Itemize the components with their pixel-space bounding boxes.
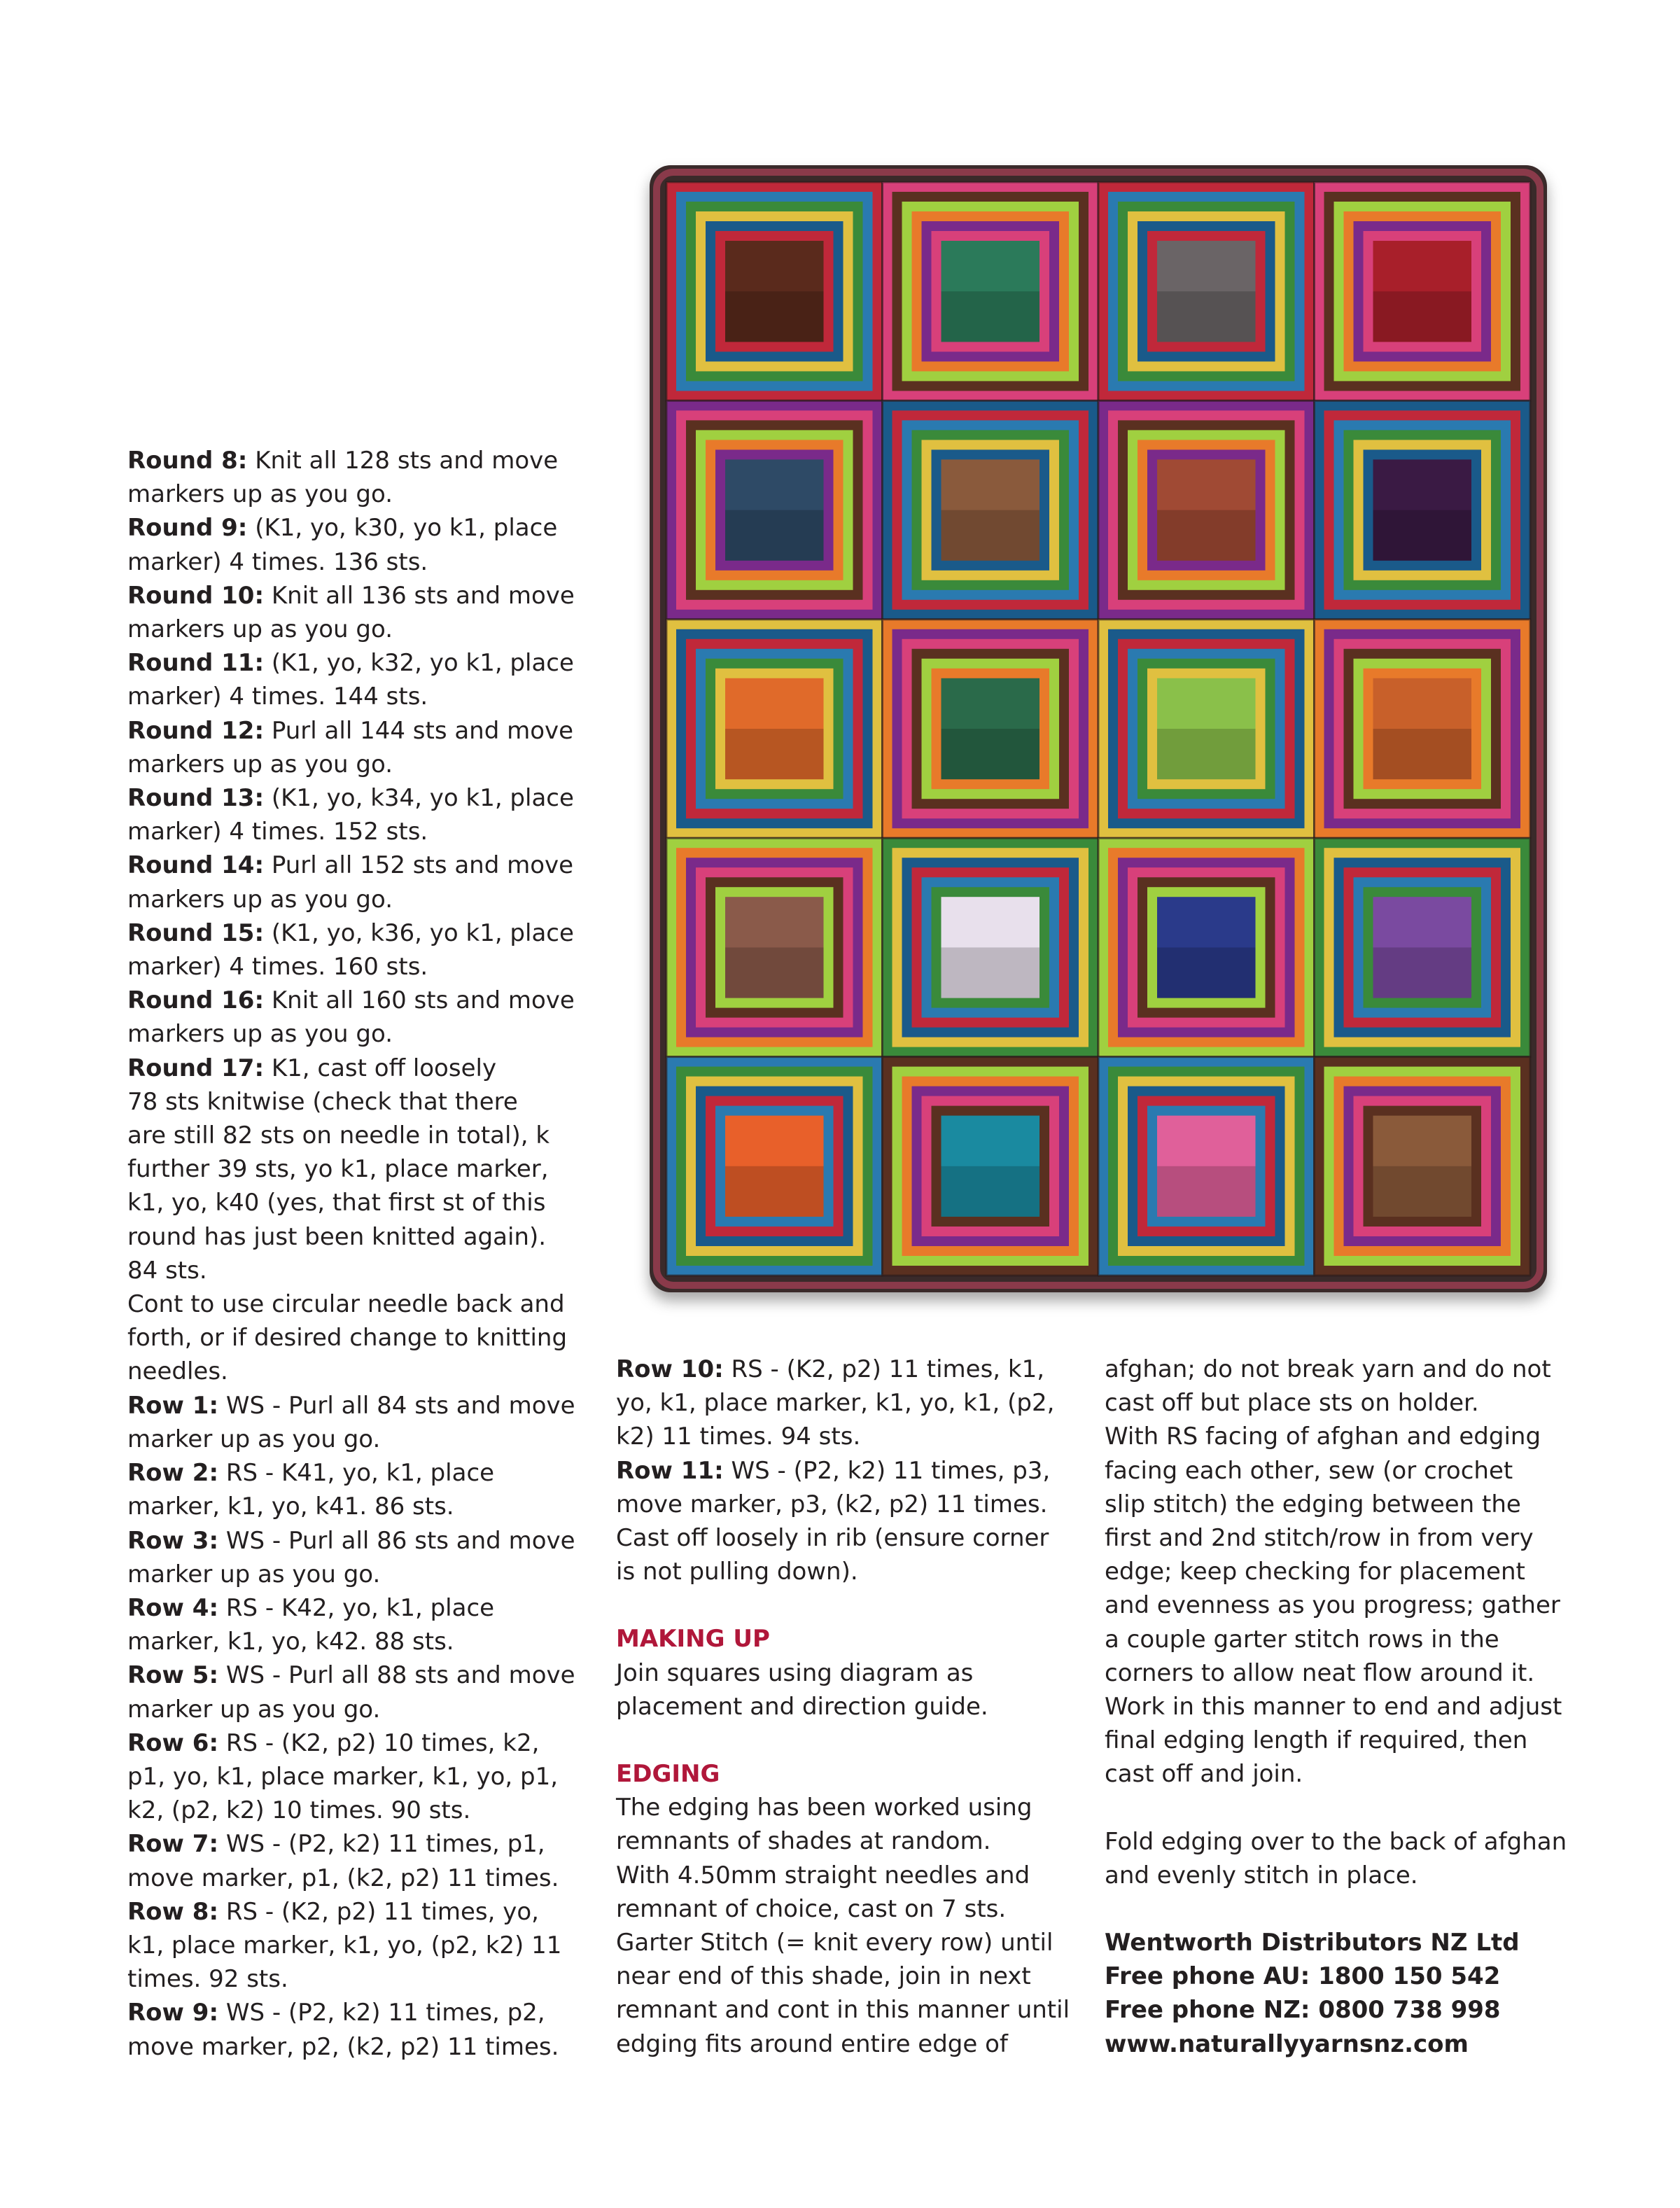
paragraph-gap (1105, 1892, 1581, 1926)
instruction-line (127, 1794, 589, 1827)
afghan-square (883, 838, 1099, 1056)
instruction-line (616, 1791, 1078, 1824)
step-label: Row 3: (127, 1526, 219, 1555)
afghan-square (1315, 620, 1531, 838)
instruction-line (127, 545, 589, 579)
afghan-square (883, 182, 1099, 400)
step-text: move marker, p2, (k2, p2) 11 times. (127, 2032, 559, 2061)
instruction-line (127, 1119, 589, 1152)
step-text: With 4.50mm straight needles and (616, 1861, 1030, 1889)
instruction-line (616, 1892, 1078, 1926)
instruction-line (616, 1386, 1078, 1420)
step-label: Row 9: (127, 1999, 219, 2027)
step-text: (K1, yo, k36, yo k1, place (264, 918, 574, 947)
square-shade (1373, 291, 1472, 342)
afghan-square (1315, 182, 1531, 400)
instruction-line (616, 1993, 1078, 2027)
square-shade (1157, 510, 1256, 561)
step-text: markers up as you go. (127, 1020, 393, 1049)
step-text: Knit all 128 sts and move (247, 447, 559, 475)
step-text: markers up as you go. (127, 480, 393, 509)
step-text: Fold edging over to the back of afghan (1105, 1827, 1567, 1856)
step-text: 84 sts. (127, 1256, 207, 1285)
step-label: Round 12: (127, 716, 265, 745)
afghan-square (883, 400, 1099, 619)
step-text: near end of this shade, join in next (616, 1962, 1031, 1991)
step-label: Row 1: (127, 1391, 219, 1420)
step-text: p1, yo, k1, place marker, k1, yo, p1, (127, 1762, 559, 1791)
square-shade (941, 729, 1040, 779)
instruction-line (127, 1726, 589, 1760)
afghan-square (1315, 400, 1531, 619)
paragraph-gap (616, 1724, 1078, 1757)
instruction-line (127, 1287, 589, 1321)
instruction-line (616, 1859, 1078, 1892)
step-text: yo, k1, place marker, k1, yo, k1, (p2, (616, 1389, 1055, 1418)
instruction-line (616, 1656, 1078, 1690)
instruction-line (127, 1625, 589, 1658)
step-text: k2, (p2, k2) 10 times. 90 sts. (127, 1796, 471, 1825)
step-text: marker up as you go. (127, 1695, 381, 1724)
afghan-square (666, 838, 883, 1056)
step-text: marker) 4 times. 160 sts. (127, 953, 428, 981)
afghan-square (883, 620, 1099, 838)
instruction-line (127, 2030, 589, 2064)
step-text: With RS facing of afghan and edging (1105, 1423, 1541, 1451)
square-shade (725, 1166, 824, 1217)
step-text: needles. (127, 1357, 228, 1386)
step-text: marker) 4 times. 152 sts. (127, 818, 428, 846)
instruction-line (616, 1959, 1078, 1993)
step-text: remnant and cont in this manner until (616, 1996, 1070, 2025)
instruction-line (616, 2027, 1078, 2061)
square-shade (941, 510, 1040, 561)
square-shade (1157, 1166, 1256, 1217)
instruction-line (127, 1558, 589, 1591)
step-text: WS - (P2, k2) 11 times, p2, (218, 1999, 545, 2027)
instruction-line (616, 1555, 1078, 1588)
instruction-line (616, 1824, 1078, 1858)
afghan-square (1098, 182, 1315, 400)
instruction-line (127, 1017, 589, 1051)
step-text: slip stitch) the edging between the (1105, 1490, 1521, 1518)
step-text: marker) 4 times. 144 sts. (127, 683, 428, 711)
step-label: Round 9: (127, 514, 248, 543)
instruction-line (616, 1420, 1078, 1453)
step-text: is not pulling down). (616, 1558, 858, 1586)
step-label: Row 2: (127, 1459, 219, 1488)
instruction-line (127, 1591, 589, 1625)
step-label: Round 16: (127, 986, 265, 1015)
step-text: Join squares using diagram as (616, 1658, 974, 1687)
afghan-square (666, 182, 883, 400)
step-text: WS - Purl all 86 sts and move (218, 1526, 575, 1555)
left-text-column (127, 444, 589, 2064)
step-label: Round 10: (127, 581, 265, 610)
square-shade (1373, 1166, 1472, 1217)
step-text: facing each other, sew (or crochet (1105, 1456, 1513, 1485)
contact-line: www.naturallyyarnsnz.com (1105, 2029, 1469, 2058)
instruction-line (127, 477, 589, 511)
step-label: Row 4: (127, 1593, 219, 1622)
step-label: Row 10: (616, 1355, 724, 1383)
instruction-line (127, 1085, 589, 1119)
instruction-line (127, 1186, 589, 1220)
instruction-line (1105, 1353, 1581, 1386)
square-shade (725, 947, 824, 998)
afghan-square (666, 1057, 883, 1276)
step-text: Work in this manner to end and adjust (1105, 1693, 1562, 1721)
instruction-line (127, 1996, 589, 2029)
step-text: (K1, yo, k32, yo k1, place (264, 649, 574, 678)
square-shade (725, 729, 824, 779)
instruction-line (1105, 1386, 1581, 1420)
step-text: Knit all 160 sts and move (264, 986, 575, 1015)
step-text: markers up as you go. (127, 615, 393, 644)
instruction-line (1105, 1488, 1581, 1521)
square-shade (725, 510, 824, 561)
square-shade (941, 947, 1040, 998)
instruction-line (1105, 1724, 1581, 1757)
instruction-line (1105, 1859, 1581, 1892)
instruction-line (127, 511, 589, 545)
step-label: Round 11: (127, 649, 265, 678)
paragraph-gap (616, 1588, 1078, 1622)
afghan-image (647, 162, 1550, 1295)
contact-line: Wentworth Distributors NZ Ltd (1105, 1929, 1520, 1957)
step-label: Row 6: (127, 1728, 219, 1757)
step-label: Round 17: (127, 1054, 265, 1082)
step-text: and evenness as you progress; gather (1105, 1591, 1560, 1620)
afghan-square (666, 620, 883, 838)
afghan-square (1098, 1057, 1315, 1276)
right-text-column (1105, 1353, 1581, 2061)
afghan-square (666, 400, 883, 619)
instruction-line (616, 1353, 1078, 1386)
step-label: Row 11: (616, 1456, 724, 1485)
instruction-line (1105, 1454, 1581, 1488)
step-text: marker up as you go. (127, 1425, 381, 1453)
step-text: RS - (K2, p2) 11 times, k1, (723, 1355, 1045, 1383)
step-text: a couple garter stitch rows in the (1105, 1625, 1499, 1654)
instruction-line (1105, 1623, 1581, 1656)
step-text: placement and direction guide. (616, 1692, 988, 1721)
instruction-line (1105, 1656, 1581, 1690)
square-shade (1373, 729, 1472, 779)
instruction-line (127, 1051, 589, 1085)
afghan-square (1098, 620, 1315, 838)
step-text: k2) 11 times. 94 sts. (616, 1423, 861, 1451)
step-text: Cont to use circular needle back and (127, 1290, 565, 1319)
step-text: and evenly stitch in place. (1105, 1861, 1418, 1889)
instruction-line (127, 1490, 589, 1523)
instruction-line (127, 1389, 589, 1423)
step-text: RS - (K2, p2) 11 times, yo, (218, 1897, 539, 1926)
afghan-square (1315, 838, 1531, 1056)
step-text: round has just been knitted again). (127, 1222, 547, 1251)
instruction-line (616, 1690, 1078, 1724)
instruction-line (127, 1827, 589, 1861)
instruction-line (127, 1895, 589, 1929)
step-text: afghan; do not break yarn and do not (1105, 1355, 1551, 1383)
step-label: Round 15: (127, 918, 265, 947)
step-text: cast off but place sts on holder. (1105, 1389, 1479, 1418)
instruction-line (127, 613, 589, 646)
square-shade (725, 291, 824, 342)
square-shade (1157, 291, 1256, 342)
middle-text-column (616, 1353, 1078, 2061)
step-label: Row 8: (127, 1897, 219, 1926)
step-text: RS - (K2, p2) 10 times, k2, (218, 1728, 540, 1757)
step-text: (K1, yo, k34, yo k1, place (264, 784, 574, 813)
step-label: Round 13: (127, 784, 265, 813)
step-text: move marker, p3, (k2, p2) 11 times. (616, 1490, 1048, 1518)
step-text: remnants of shades at random. (616, 1827, 991, 1856)
step-text: edge; keep checking for placement (1105, 1558, 1525, 1586)
step-text: 78 sts knitwise (check that there (127, 1087, 518, 1116)
instruction-line (127, 444, 589, 477)
step-text: (K1, yo, k30, yo k1, place (247, 514, 558, 543)
step-text: markers up as you go. (127, 750, 393, 778)
step-text: move marker, p1, (k2, p2) 11 times. (127, 1864, 559, 1892)
instruction-line (127, 916, 589, 950)
step-text: K1, cast off loosely (264, 1054, 497, 1082)
step-text: k1, place marker, k1, yo, (p2, k2) 11 (127, 1931, 562, 1959)
step-text: marker, k1, yo, k42. 88 sts. (127, 1628, 454, 1656)
paragraph-gap (1105, 1791, 1581, 1825)
instruction-line (127, 984, 589, 1017)
contact-line: Free phone NZ: 0800 738 998 (1105, 1996, 1501, 2025)
step-text: forth, or if desired change to knitting (127, 1324, 568, 1353)
step-text: marker, k1, yo, k41. 86 sts. (127, 1493, 454, 1521)
step-text: WS - (P2, k2) 11 times, p3, (723, 1456, 1051, 1485)
step-label: Row 5: (127, 1661, 219, 1690)
instruction-line (1105, 1825, 1581, 1859)
square-shade (941, 1166, 1040, 1217)
instruction-line (1105, 1757, 1581, 1791)
step-text: first and 2nd stitch/row in from very (1105, 1524, 1534, 1553)
instruction-line (616, 1926, 1078, 1959)
instruction-line (616, 1454, 1078, 1488)
square-shade (941, 291, 1040, 342)
step-text: Purl all 152 sts and move (264, 851, 574, 880)
instruction-line (127, 1524, 589, 1558)
instruction-line (127, 1658, 589, 1692)
step-text: WS - Purl all 88 sts and move (218, 1661, 575, 1690)
instruction-line (1105, 1588, 1581, 1622)
instruction-line (616, 1488, 1078, 1521)
square-shade (1373, 947, 1472, 998)
step-text: final edging length if required, then (1105, 1726, 1528, 1755)
instruction-line (127, 950, 589, 984)
step-text: The edging has been worked using (616, 1794, 1032, 1822)
step-text: edging fits around entire edge of (616, 2029, 1008, 2058)
instruction-line (1105, 1690, 1581, 1724)
step-text: marker up as you go. (127, 1560, 381, 1588)
instruction-line (1105, 1555, 1581, 1588)
square-shade (1157, 729, 1256, 779)
instruction-line (127, 1760, 589, 1794)
afghan-square (883, 1057, 1099, 1276)
instruction-line (127, 680, 589, 713)
section-heading: MAKING UP (616, 1625, 770, 1654)
step-text: cast off and join. (1105, 1760, 1303, 1789)
step-text: markers up as you go. (127, 885, 393, 914)
step-text: RS - K41, yo, k1, place (218, 1459, 495, 1488)
instruction-line (127, 1929, 589, 1962)
instruction-line (127, 1220, 589, 1254)
instruction-line (127, 1321, 589, 1355)
step-text: marker) 4 times. 136 sts. (127, 547, 428, 576)
step-label: Round 14: (127, 851, 265, 880)
step-text: further 39 sts, yo k1, place marker, (127, 1155, 549, 1184)
instruction-line (127, 1693, 589, 1726)
step-text: are still 82 sts on needle in total), k (127, 1122, 550, 1150)
instruction-line (127, 1861, 589, 1895)
instruction-line (616, 1521, 1078, 1555)
step-text: times. 92 sts. (127, 1965, 288, 1994)
contact-line: Free phone AU: 1800 150 542 (1105, 1962, 1501, 1991)
instruction-line (127, 748, 589, 781)
step-text: WS - (P2, k2) 11 times, p1, (218, 1830, 545, 1859)
afghan-photo (647, 162, 1550, 1295)
afghan-square (1315, 1057, 1531, 1276)
instruction-line (127, 781, 589, 815)
step-text: RS - K42, yo, k1, place (218, 1593, 495, 1622)
step-text: Purl all 144 sts and move (264, 716, 574, 745)
instruction-line (127, 1152, 589, 1186)
step-label: Row 7: (127, 1830, 219, 1859)
instruction-line (127, 883, 589, 916)
step-label: Round 8: (127, 447, 248, 475)
step-text: Garter Stitch (= knit every row) until (616, 1929, 1054, 1957)
instruction-line (127, 815, 589, 848)
step-text: Cast off loosely in rib (ensure corner (616, 1524, 1049, 1553)
step-text: remnant of choice, cast on 7 sts. (616, 1894, 1007, 1923)
instruction-line (127, 1254, 589, 1287)
instruction-line (127, 646, 589, 680)
afghan-square (1098, 838, 1315, 1056)
instruction-line (127, 1423, 589, 1456)
square-shade (1373, 510, 1472, 561)
instruction-line (1105, 1420, 1581, 1453)
instruction-line (127, 1962, 589, 1996)
instruction-line (127, 1456, 589, 1490)
instruction-line (127, 714, 589, 748)
section-heading: EDGING (616, 1760, 720, 1789)
instruction-line (127, 579, 589, 613)
step-text: corners to allow neat flow around it. (1105, 1658, 1535, 1687)
instruction-line (127, 848, 589, 882)
step-text: WS - Purl all 84 sts and move (218, 1391, 575, 1420)
instruction-line (1105, 1521, 1581, 1555)
square-shade (1157, 947, 1256, 998)
step-text: Knit all 136 sts and move (264, 581, 575, 610)
instruction-line (127, 1355, 589, 1388)
afghan-square (1098, 400, 1315, 619)
step-text: k1, yo, k40 (yes, that first st of this (127, 1189, 546, 1217)
